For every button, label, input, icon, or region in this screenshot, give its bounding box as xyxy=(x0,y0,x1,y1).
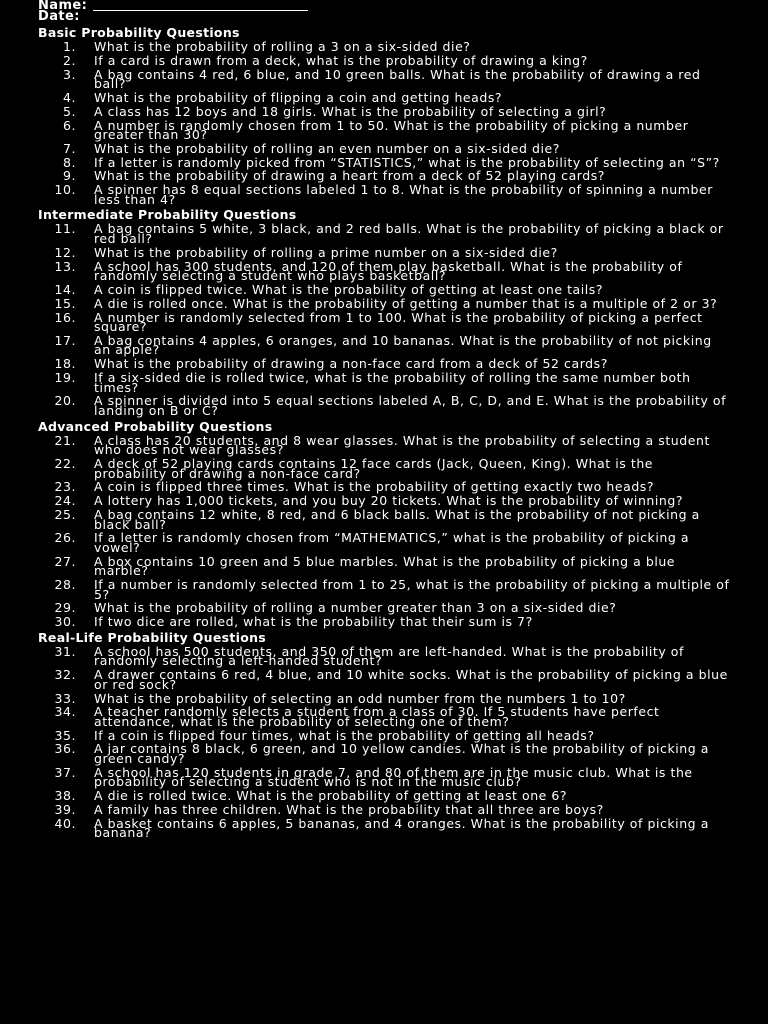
question-text: A die is rolled twice. What is the probability of getting at least one 6? xyxy=(94,788,568,804)
question-number: 21. xyxy=(54,432,76,448)
question-list xyxy=(38,432,730,630)
date-line xyxy=(38,11,730,22)
question-text: If a number is randomly selected from 1 to 25, what is the probability of picking a multiple of 5? xyxy=(94,577,730,602)
section-heading: Advanced Probability Questions xyxy=(38,418,273,434)
question-text: A family has three children. What is the probability that all three are boys? xyxy=(94,802,604,817)
question-text: A number is randomly selected from 1 to 100. What is the probability of picking a perfect square? xyxy=(94,309,703,335)
question-text: A bag contains 4 apples, 6 oranges, and 10 bananas. What is the probability of not picking an apple? xyxy=(94,332,712,358)
question-text: A drawer contains 6 red, 4 blue, and 10 white socks. What is the probability of picking a blue or red sock? xyxy=(94,667,728,692)
question-text: What is the probability of rolling a number greater than 3 on a six-sided die? xyxy=(94,600,617,616)
question-number: 3. xyxy=(62,66,76,82)
question-sections xyxy=(38,25,730,841)
question-number: 2. xyxy=(62,52,76,68)
question-text: A class has 20 students, and 8 wear glasses. What is the probability of selecting a student who does not wear glasses? xyxy=(94,432,710,458)
question-item xyxy=(38,553,730,579)
question-number: 25. xyxy=(54,506,76,522)
question-number: 28. xyxy=(54,577,76,593)
question-number: 38. xyxy=(54,788,76,804)
question-list xyxy=(38,221,730,418)
question-item xyxy=(38,52,730,68)
question-number: 22. xyxy=(54,455,76,471)
question-item xyxy=(38,39,730,54)
question-text: A deck of 52 playing cards contains 12 face cards (Jack, Queen, King). What is the probability of drawing a non-face card? xyxy=(94,455,654,481)
question-item xyxy=(38,506,730,532)
section-heading: Basic Probability Questions xyxy=(38,25,240,40)
question-number: 35. xyxy=(54,727,76,743)
question-item xyxy=(38,815,730,841)
question-text: A basket contains 6 apples, 5 bananas, and 4 oranges. What is the probability of picking a banana? xyxy=(94,815,709,841)
question-number: 16. xyxy=(54,309,76,325)
question-number: 19. xyxy=(54,370,76,386)
question-item xyxy=(38,356,730,372)
question-number: 40. xyxy=(54,815,76,831)
question-item xyxy=(38,600,730,616)
question-number: 12. xyxy=(54,244,76,260)
question-text: A school has 120 students in grade 7, and 80 of them are in the music club. What is the probability of selecting a student who is not in the music club? xyxy=(94,764,693,790)
question-number: 13. xyxy=(54,258,76,274)
question-item xyxy=(38,690,730,706)
question-list xyxy=(38,643,730,841)
question-number: 27. xyxy=(54,553,76,569)
question-item xyxy=(38,89,730,105)
question-item xyxy=(38,244,730,260)
question-number: 34. xyxy=(54,704,76,720)
question-item xyxy=(38,614,730,630)
question-number: 6. xyxy=(62,117,76,133)
question-number: 30. xyxy=(54,614,76,630)
question-item xyxy=(38,182,730,207)
question-text: A school has 500 students, and 350 of them are left-handed. What is the probability of randomly selecting a left-handed student? xyxy=(94,643,684,669)
question-text: A school has 300 students, and 120 of them play basketball. What is the probability of randomly selecting a student who plays basketball? xyxy=(94,258,683,284)
question-text: A class has 12 boys and 18 girls. What is the probability of selecting a girl? xyxy=(94,103,607,119)
question-item xyxy=(38,455,730,481)
question-number: 10. xyxy=(54,182,76,198)
question-item xyxy=(38,66,730,92)
question-item xyxy=(38,140,730,156)
section-heading: Real-Life Probability Questions xyxy=(38,629,267,645)
question-text: If a six-sided die is rolled twice, what is the probability of rolling the same number both times? xyxy=(94,370,691,395)
question-item xyxy=(38,309,730,335)
question-item xyxy=(38,493,730,509)
question-number: 1. xyxy=(62,39,76,54)
question-item xyxy=(38,154,730,170)
question-item xyxy=(38,281,730,297)
question-item xyxy=(38,577,730,602)
question-text: A coin is flipped twice. What is the probability of getting at least one tails? xyxy=(94,281,604,297)
date-label: Date: xyxy=(38,9,80,24)
question-item xyxy=(38,332,730,358)
question-text: What is the probability of rolling a prime number on a six-sided die? xyxy=(94,244,558,260)
question-text: If a letter is randomly chosen from “MATHEMATICS,” what is the probability of picking a vowel? xyxy=(94,530,690,555)
question-number: 14. xyxy=(54,281,76,297)
name-blank[interactable] xyxy=(93,2,308,11)
question-text: What is the probability of rolling an even number on a six-sided die? xyxy=(94,140,560,156)
question-item xyxy=(38,727,730,743)
question-text: A jar contains 8 black, 6 green, and 10 yellow candies. What is the probability of picking a green candy? xyxy=(94,741,709,767)
question-number: 9. xyxy=(62,168,76,184)
question-text: A lottery has 1,000 tickets, and you buy 20 tickets. What is the probability of winning? xyxy=(94,493,684,509)
question-text: If a coin is flipped four times, what is the probability of getting all heads? xyxy=(94,727,595,743)
question-text: A teacher randomly selects a student from a class of 30. If 5 students have perfect attendance, what is the probability of selecting one of them? xyxy=(94,704,660,729)
question-number: 4. xyxy=(62,89,76,105)
section-heading: Intermediate Probability Questions xyxy=(38,207,297,223)
question-number: 32. xyxy=(54,667,76,683)
question-item xyxy=(38,221,730,246)
question-text: A spinner is divided into 5 equal sections labeled A, B, C, D, and E. What is the probability of landing on B or C? xyxy=(94,393,727,418)
question-text: If a card is drawn from a deck, what is the probability of drawing a king? xyxy=(94,52,588,68)
question-item xyxy=(38,741,730,767)
question-text: What is the probability of drawing a heart from a deck of 52 playing cards? xyxy=(94,168,605,184)
question-number: 24. xyxy=(54,493,76,509)
question-number: 5. xyxy=(62,103,76,119)
question-number: 31. xyxy=(54,643,76,659)
name-label: Name: xyxy=(38,0,88,13)
name-line xyxy=(38,0,730,11)
question-item xyxy=(38,258,730,284)
question-item xyxy=(38,530,730,555)
question-text: A number is randomly chosen from 1 to 50. What is the probability of picking a number greater than 30? xyxy=(94,117,689,143)
question-number: 11. xyxy=(54,221,76,237)
question-number: 15. xyxy=(54,295,76,311)
question-number: 39. xyxy=(54,802,76,817)
question-text: What is the probability of drawing a non-face card from a deck of 52 cards? xyxy=(94,356,608,372)
question-number: 17. xyxy=(54,332,76,348)
question-item xyxy=(38,788,730,804)
question-number: 20. xyxy=(54,393,76,409)
question-text: What is the probability of flipping a coin and getting heads? xyxy=(94,89,503,105)
question-text: A coin is flipped three times. What is the probability of getting exactly two heads? xyxy=(94,479,655,495)
question-item xyxy=(38,370,730,395)
question-text: A bag contains 12 white, 8 red, and 6 black balls. What is the probability of not picking a black ball? xyxy=(94,506,700,532)
question-text: A bag contains 4 red, 6 blue, and 10 green balls. What is the probability of drawing a red ball? xyxy=(94,66,701,92)
question-item xyxy=(38,117,730,143)
question-item xyxy=(38,479,730,495)
question-item xyxy=(38,103,730,119)
question-number: 7. xyxy=(62,140,76,156)
question-text: What is the probability of rolling a 3 on a six-sided die? xyxy=(94,39,471,54)
question-item xyxy=(38,764,730,790)
question-number: 8. xyxy=(62,154,76,170)
question-item xyxy=(38,393,730,418)
question-number: 33. xyxy=(54,690,76,706)
question-text: A spinner has 8 equal sections labeled 1 to 8. What is the probability of spinning a number less than 4? xyxy=(94,182,713,207)
question-item xyxy=(38,667,730,692)
question-list xyxy=(38,39,730,207)
question-text: If two dice are rolled, what is the probability that their sum is 7? xyxy=(94,614,533,630)
question-item xyxy=(38,432,730,458)
question-text: A box contains 10 green and 5 blue marbles. What is the probability of picking a blue marble? xyxy=(94,553,676,579)
question-text: What is the probability of selecting an odd number from the numbers 1 to 10? xyxy=(94,690,626,706)
question-text: If a letter is randomly picked from “STATISTICS,” what is the probability of selecting an “S”? xyxy=(94,154,720,170)
question-item xyxy=(38,643,730,669)
question-item xyxy=(38,295,730,311)
question-number: 18. xyxy=(54,356,76,372)
question-item xyxy=(38,802,730,817)
question-text: A die is rolled once. What is the probability of getting a number that is a multiple of 2 or 3? xyxy=(94,295,718,311)
question-number: 26. xyxy=(54,530,76,546)
question-number: 37. xyxy=(54,764,76,780)
question-text: A bag contains 5 white, 3 black, and 2 red balls. What is the probability of picking a black or red ball? xyxy=(94,221,724,246)
question-number: 29. xyxy=(54,600,76,616)
question-number: 36. xyxy=(54,741,76,757)
question-item xyxy=(38,704,730,729)
question-item xyxy=(38,168,730,184)
question-number: 23. xyxy=(54,479,76,495)
